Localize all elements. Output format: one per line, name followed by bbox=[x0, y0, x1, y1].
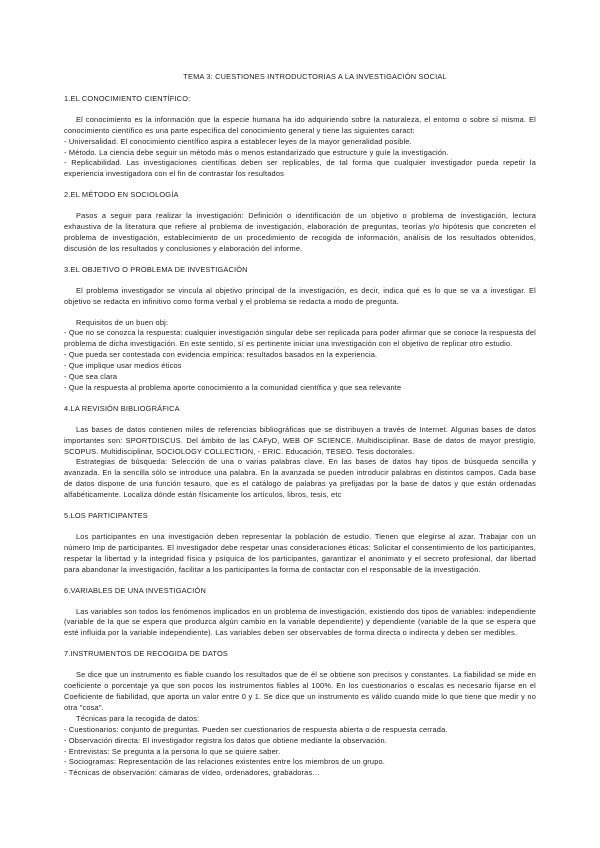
list-intro: Técnicas para la recogida de datos: bbox=[76, 713, 200, 723]
list-item: - Universalidad. El conocimiento científico aspira a establecer leyes de la mayor generalidad posible. bbox=[64, 136, 412, 146]
list-item: - Cuestionarios: conjunto de preguntas. Pueden ser cuestionarios de respuesta abierta o de respuesta cerrada. bbox=[64, 724, 448, 734]
section-heading: 4.LA REVISIÓN BIBLIOGRÁFICA bbox=[64, 403, 180, 413]
document-title: TEMA 3: CUESTIONES INTRODUCTORIAS A LA INVESTIGACIÓN SOCIAL bbox=[183, 72, 447, 81]
section-heading: 7.INSTRUMENTOS DE RECOGIDA DE DATOS bbox=[64, 649, 228, 659]
list-item: - Que la respuesta al problema aporte conocimiento a la comunidad científica y que sea relevante bbox=[64, 382, 402, 392]
section-instrumentos bbox=[64, 649, 536, 779]
paragraph: Estrategias de búsqueda: Selección de una o varias palabras clave. En las bases de datos hay tipos de búsqueda sencilla y avanzada. En la sencilla sólo se introduce una palabra. En la avanzada se pueden introducir palabras en distintos campos. Cada base de datos dispone de una función tesauro, que es el catálogo de palabras ya prefijadas por la base de datos y que están ordenadas alfabéticamente. Localiza dónde están físicamente los artículos, libros, tesis, etc bbox=[64, 457, 536, 500]
list-item: - Que implique usar medios éticos bbox=[64, 361, 182, 371]
section-objetivo-problema bbox=[64, 265, 536, 394]
paragraph: El problema investigador se vincula al objetivo principal de la investigación, es decir, indica qué es lo que se va a investigar. El objetivo se redacta en infinitivo como forma verbal y el problema se redacta a modo de pregunta. bbox=[64, 285, 536, 306]
paragraph: Las variables son todos los fenómenos implicados en un problema de investigación, existiendo dos tipos de variables: independiente (variable de la que se espera que produzca algún cambio en la variable dependiente) y dependiente (variable de la que se espera que esté influida por la variable independiente). Las variables deben ser observables de forma directa o indirecta y deben ser medibles. bbox=[64, 606, 536, 638]
section-metodo-sociologia bbox=[64, 190, 536, 255]
section-revision-bibliografica bbox=[64, 404, 536, 501]
paragraph: Pasos a seguir para realizar la investigación: Definición o identificación de un objetivo o problema de investigación, lectura exhaustiva de la literatura que refiere al problema de investigación, elaboración de preguntas, teorías y/o hipótesis que concreten el problema de investigación, establecimiento de un procedimiento de recogida de información, análisis de los resultados obtenidos, discusión de los resultados y conclusiones y elaboración del informe. bbox=[64, 211, 536, 253]
document-page bbox=[64, 72, 536, 779]
list-item: - Replicabilidad. Las investigaciones científicas deben ser replicables, de tal forma que cualquier investigador pueda repetir la experiencia investigadora con el fin de contrastar los resultados bbox=[64, 158, 536, 179]
section-heading: 2.EL MÉTODO EN SOCIOLOGÍA bbox=[64, 190, 179, 200]
paragraph: El conocimiento es la información que la especie humana ha ido adquiriendo sobre la naturaleza, el entorno o sobre sí misma. El conocimiento científico es una parte específica del conocimiento general y tiene las siguientes caract: bbox=[64, 114, 536, 135]
list-item: - Que sea clara bbox=[64, 372, 118, 382]
section-heading: 6.VARIABLES DE UNA INVESTIGACIÓN bbox=[64, 585, 206, 595]
paragraph: Los participantes en una investigación deben representar la población de estudio. Tienen que elegirse al azar. Trabajar con un número Imp de participantes. El investigador debe respetar unas consideraciones éticas: Solicitar el consentimiento de los participantes, respetar la libertad y la integridad física y psíquica de los participantes, garantizar el anonimato y el secreto profesional, dar libertad para abandonar la investigación, facilitar a los participantes la forma de contactar con el responsable de la investigación. bbox=[64, 532, 536, 574]
list-item: - Sociogramas: Representación de las relaciones existentes entre los miembros de un grupo. bbox=[64, 757, 386, 767]
list-item: - Técnicas de observación: cámaras de vídeo, ordenadores, grabadoras… bbox=[64, 768, 320, 778]
paragraph: Se dice que un instrumento es fiable cuando los resultados que de él se obtiene son precisos y constantes. La fiabilidad se mide en coeficiente o porcentaje ya que son pocos los instrumentos fiables al 100%. En los cuestionarios o escalas es necesario fijarse en el Coeficiente de fiabilidad, que aporta un valor entre 0 y 1. Se dice que un instrumento es válido cuando mide lo que tiene que medir y no otra "cosa". bbox=[64, 670, 536, 712]
list-item: - Observación directa: El investigador registra los datos que obtiene mediante la observación. bbox=[64, 735, 387, 745]
list-intro: Requisitos de un buen obj: bbox=[76, 317, 169, 327]
section-heading: 3.EL OBJETIVO O PROBLEMA DE INVESTIGACIÓN bbox=[64, 264, 248, 274]
paragraph: Las bases de datos contienen miles de referencias bibliográficas que se distribuyen a través de Internet. Algunas bases de datos importantes son: SPORTDISCUS. Del ámbito de las CAFyD, WEB OF SCIENCE. Multidisciplinar. Base de datos de mayor prestigio, SCOPUS. Multidisciplinar, SOCIOLOGY COLLECTION, - ERIC. Educación, TESEO. Tesis doctorales. bbox=[64, 424, 536, 456]
section-conocimiento-cientifico bbox=[64, 94, 536, 180]
list-item: - Que no se conozca la respuesta: cualquier investigación singular debe ser replicada para poder afirmar que se conoce la respuesta del problema de dicha investigación. En este sentido, sí es pertinente iniciar una investigación con el objetivo de replicar otro estudio. bbox=[64, 328, 536, 349]
list-item: - Método. La ciencia debe seguir un método más o menos estandarizado que estructure y guíe la investigación. bbox=[64, 147, 449, 157]
list-item: - Que pueda ser contestada con evidencia empírica: resultados basados en la experiencia. bbox=[64, 350, 378, 360]
list-item: - Entrevistas: Se pregunta a la persona lo que se quiere saber. bbox=[64, 746, 281, 756]
section-participantes bbox=[64, 511, 536, 576]
section-heading: 5.LOS PARTICIPANTES bbox=[64, 511, 148, 521]
section-variables bbox=[64, 586, 536, 640]
section-heading: 1.EL CONOCIMIENTO CIENTÍFICO: bbox=[64, 93, 191, 103]
